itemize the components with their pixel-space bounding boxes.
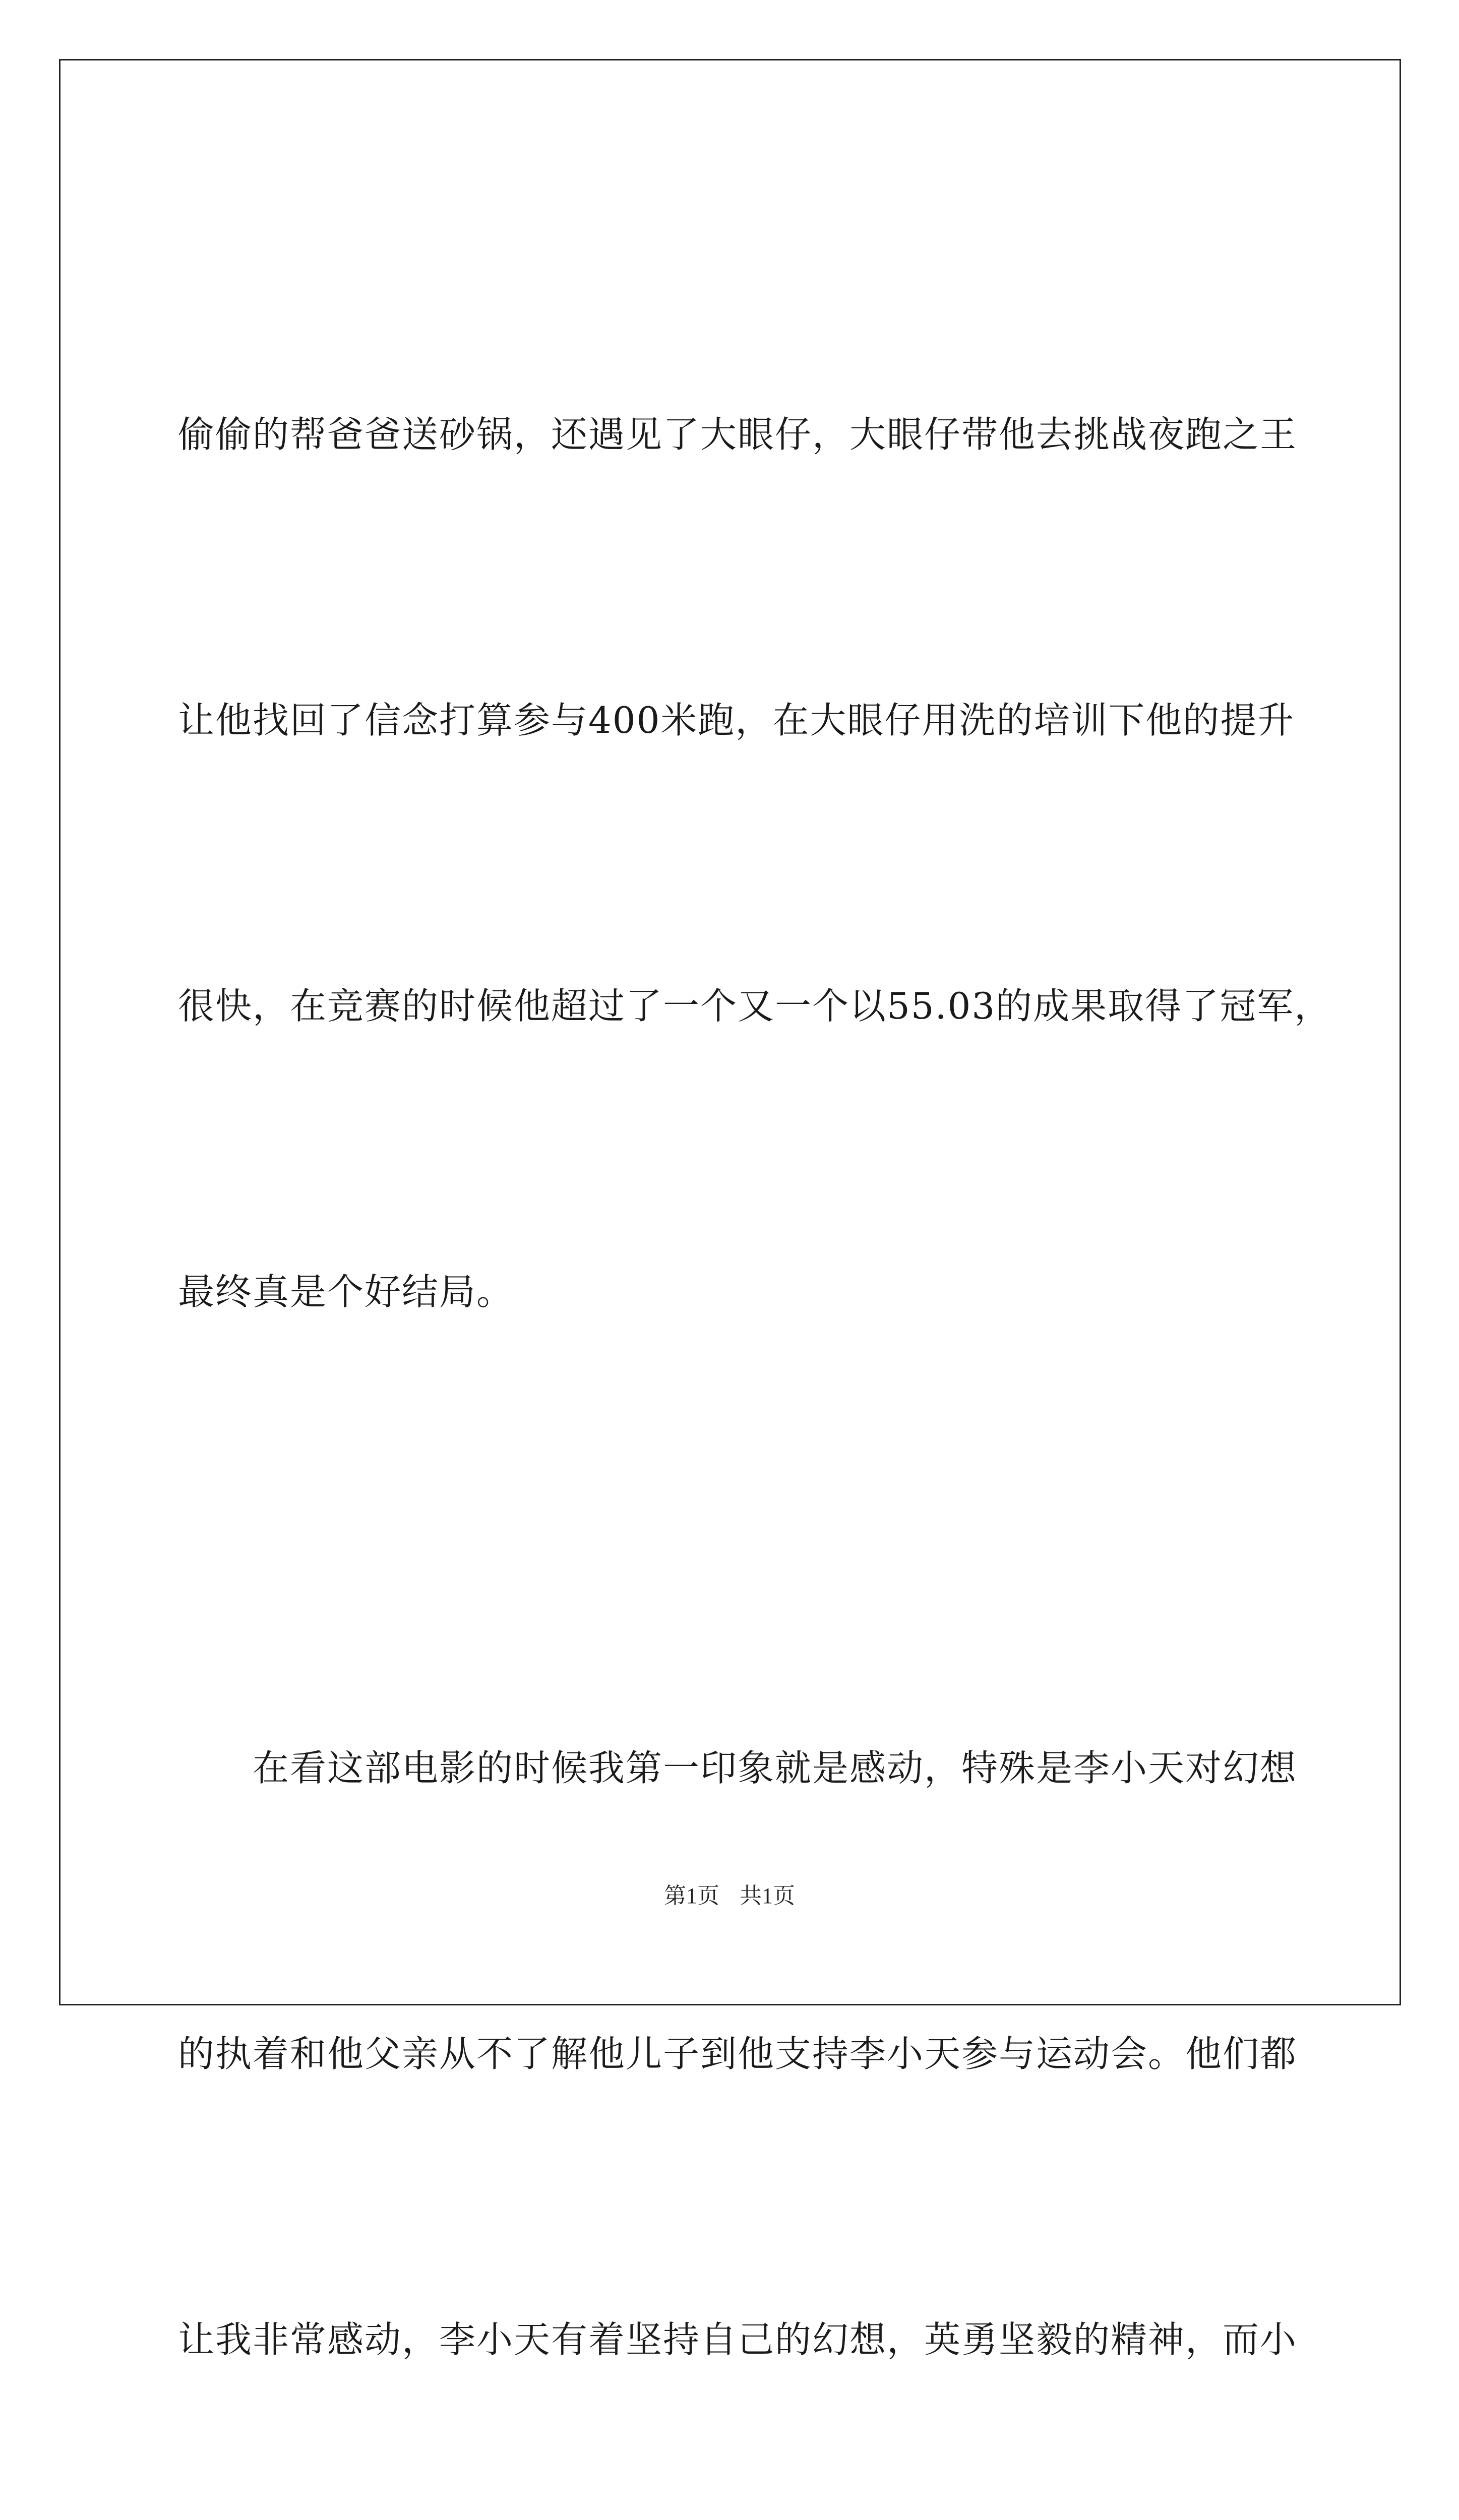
text-line: 偷偷的帮爸爸送砂锅，还遇见了大眼仔，大眼仔带他去挑战夜跑之王 <box>178 413 1298 456</box>
page-footer <box>0 1877 1459 1910</box>
text-line: 让他找回了信念打算参与400米跑，在大眼仔用洗的培训下他的提升 <box>178 699 1295 741</box>
text-line: 最终真是个好结局。 <box>178 1271 514 1313</box>
text-line: 很快，在竞赛的时候他超过了一个又一个以55.03的成果取得了冠军， <box>178 985 1332 1027</box>
text-line: 的执着和他父亲从不了解他儿子到他支持李小天参与运动会。他们都 <box>178 2033 1298 2075</box>
text-line: 在看这部电影的时候我第一印象就是感动，特殊是李小天对幻想 <box>253 1747 1298 1789</box>
paragraph-1 <box>178 197 1332 1530</box>
text-line: 让我非常感动，李小天有着坚持自己的幻想，英勇坚毅的精神，而小 <box>178 2318 1298 2361</box>
paragraph-2 <box>178 1530 1298 2520</box>
page-total: 共1页 <box>740 1883 795 1908</box>
document-body <box>178 197 1332 2520</box>
page-number: 第1页 <box>664 1883 719 1908</box>
